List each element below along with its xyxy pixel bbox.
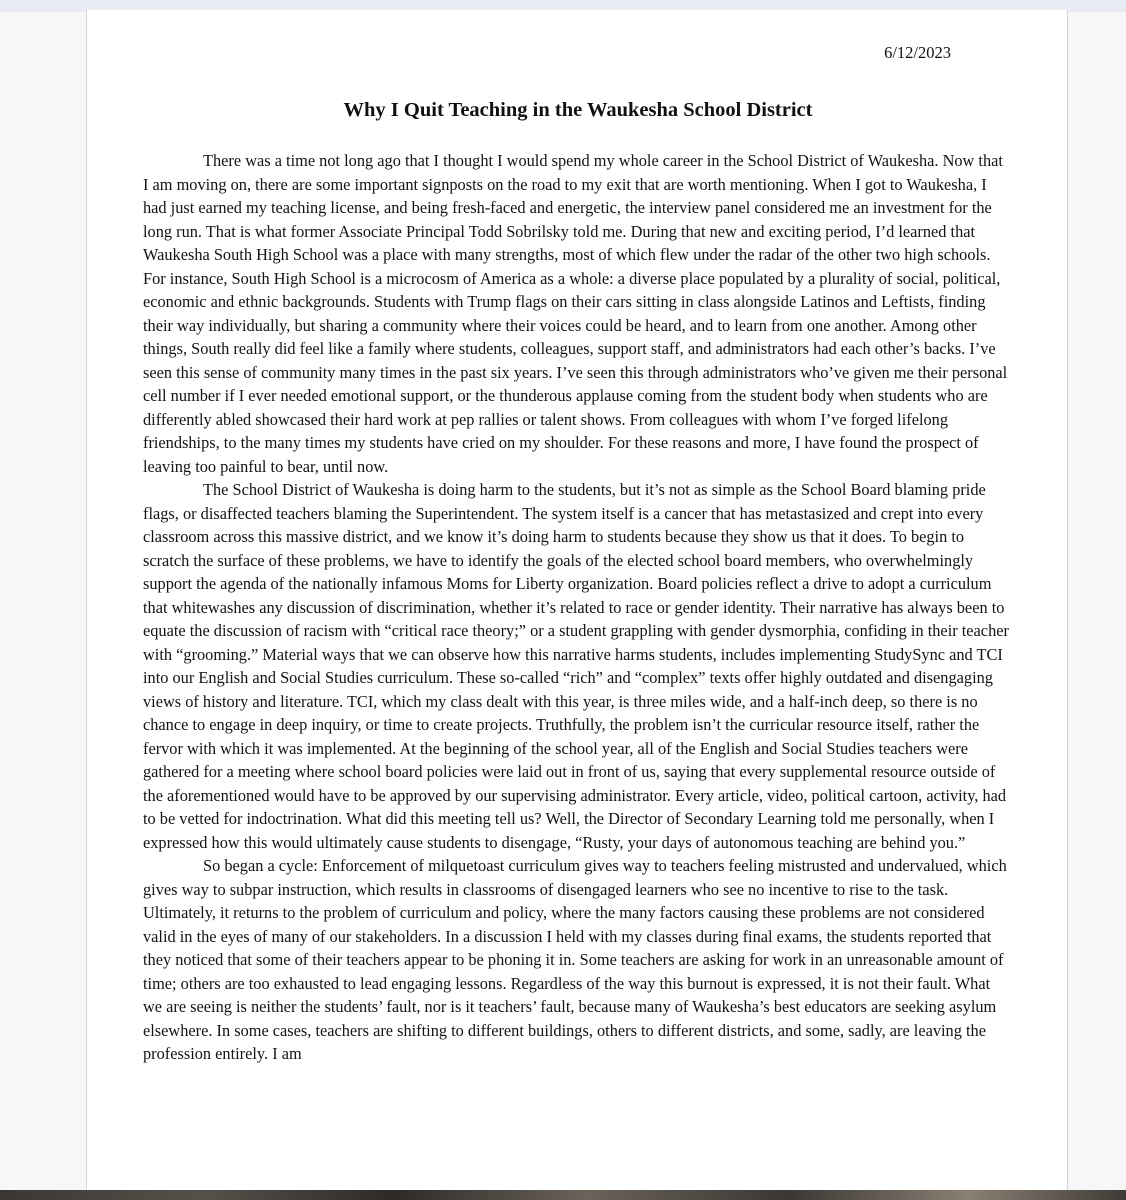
paragraph-1: There was a time not long ago that I thought I would spend my whole career in the School District of Waukesha. Now that I am moving on, there are some important signposts on the road to my exit that are worth mentioning. When I got to Waukesha, I had just earned my teaching license, and being fresh-faced and energetic, the interview panel considered me an investment for the long run. That is what former Associate Principal Todd Sobrilsky told me. During that new and exciting period, I’d learned that Waukesha South High School was a place with many strengths, most of which flew under the radar of the other two high schools. For instance, South High School is a microcosm of America as a whole: a diverse place populated by a plurality of social, political, economic and ethnic backgrounds. Students with Trump flags on their cars sitting in class alongside Latinos and Leftists, finding their way individually, but sharing a community where their voices could be heard, and to learn from one another. Among other things, South really did feel like a family where students, colleagues, support staff, and administrators had each other’s backs. I’ve seen this sense of community many times in the past six years. I’ve seen this through administrators who’ve given me their personal cell number if I ever needed emotional support, or the thunderous applause coming from the student body when students who are differently abled showcased their hard work at pep rallies or talent shows. From colleagues with whom I’ve forged lifelong friendships, to the many times my students have cried on my shoulder. For these reasons and more, I have found the prospect of leaving too painful to bear, until now.: [143, 151, 1008, 476]
document-page: [86, 10, 1068, 1190]
paragraph-2: The School District of Waukesha is doing harm to the students, but it’s not as simple as the School Board blaming pride flags, or disaffected teachers blaming the Superintendent. The system itself is a cancer that has metastasized and crept into every classroom across this massive district, and we know it’s doing harm to students because they show us that it does. To begin to scratch the surface of these problems, we have to identify the goals of the elected school board members, who overwhelmingly support the agenda of the nationally infamous Moms for Liberty organization. Board policies reflect a drive to adopt a curriculum that whitewashes any discussion of discrimination, whether it’s related to race or gender identity. Their narrative has always been to equate the discussion of racism with “critical race theory;” or a student grappling with gender dysmorphia, confiding in their teacher with “grooming.” Material ways that we can observe how this narrative harms students, includes implementing StudySync and TCI into our English and Social Studies curriculum. These so-called “rich” and “complex” texts offer highly outdated and disengaging views of history and literature. TCI, which my class dealt with this year, is three miles wide, and a half-inch deep, so there is no chance to engage in deep inquiry, or time to create projects. Truthfully, the problem isn’t the curricular resource itself, rather the fervor with which it was implemented. At the beginning of the school year, all of the English and Social Studies teachers were gathered for a meeting where school board policies were laid out in front of us, saying that every supplemental resource outside of the aforementioned would have to be approved by our supervising administrator. Every article, video, political cartoon, activity, had to be vetted for indoctrination. What did this meeting tell us? Well, the Director of Secondary Learning told me personally, when I expressed how this would ultimately cause students to disengage, “Rusty, your days of autonomous teaching are behind you.”: [143, 480, 1009, 852]
document-title: Why I Quit Teaching in the Waukesha School District: [343, 99, 813, 121]
document-body: [143, 149, 1011, 1066]
paragraph-3: So began a cycle: Enforcement of milquetoast curriculum gives way to teachers feeling mistrusted and undervalued, which gives way to subpar instruction, which results in classrooms of disengaged learners who see no incentive to rise to the task. Ultimately, it returns to the problem of curriculum and policy, where the many factors causing these problems are not considered valid in the eyes of many of our stakeholders. In a discussion I held with my classes during final exams, the students reported that they noticed that some of their teachers appear to be phoning it in. Some teachers are asking for work in an unreasonable amount of time; others are too exhausted to lead engaging lessons. Regardless of the way this burnout is expressed, it is not their fault. What we are seeing is neither the students’ fault, nor is it teachers’ fault, because many of Waukesha’s best educators are seeking asylum elsewhere. In some cases, teachers are shifting to different buildings, others to different districts, and some, sadly, are leaving the profession entirely. I am: [143, 856, 1007, 1063]
document-date: 6/12/2023: [884, 43, 951, 62]
background-photo-strip: [0, 1190, 1126, 1200]
viewer-right-margin: [1069, 12, 1126, 1190]
viewer-left-margin: [0, 12, 86, 1190]
